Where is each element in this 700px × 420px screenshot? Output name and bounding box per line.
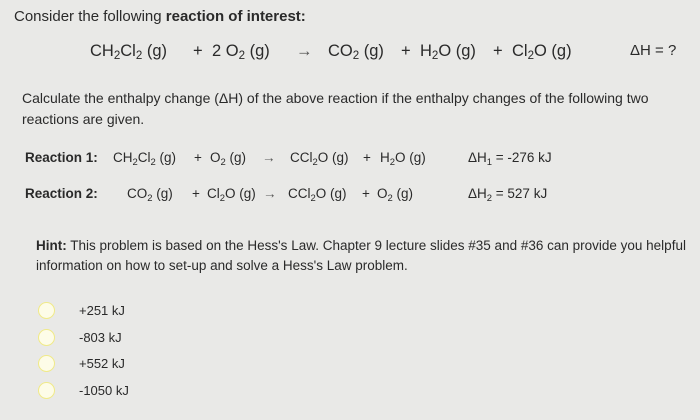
- option-2[interactable]: [38, 329, 122, 346]
- reaction-label: Reaction 2:: [25, 186, 98, 201]
- question-intro: [14, 8, 306, 25]
- plus-sign: +: [192, 186, 200, 201]
- intro-text: Consider the following: [14, 8, 166, 25]
- species: $H_2O$ (g): [380, 150, 426, 168]
- delta-h-1: $\Delta H_1 = -276$ kJ: [468, 150, 552, 168]
- reaction-arrow: →: [296, 42, 313, 60]
- species: $CO_2$ (g): [127, 186, 173, 204]
- reactant-o2: 2 $O_2$ (g): [212, 42, 270, 62]
- reactant-ch2cl2: $CH_2Cl_2$ (g): [90, 42, 168, 62]
- plus-sign: +: [493, 42, 503, 60]
- option-3[interactable]: [38, 355, 125, 372]
- species: CCl$_2$O (g): [288, 186, 347, 204]
- plus-sign: +: [363, 150, 371, 165]
- hint-label: Hint:: [36, 238, 67, 253]
- species: CCl$_2$O (g): [290, 150, 349, 168]
- option-label: +251 kJ: [79, 303, 125, 318]
- option-label: -803 kJ: [79, 330, 122, 345]
- option-4[interactable]: [38, 382, 129, 399]
- reaction-arrow: →: [263, 186, 277, 201]
- instructions: Calculate the enthalpy change (ΔH) of the above reaction if the enthalpy changes of the following two reactions are given.: [22, 90, 649, 127]
- product-cl2o: $Cl_2O$ (g): [512, 42, 572, 62]
- species: $CH_2Cl_2$ (g): [113, 150, 176, 168]
- delta-h-2: $\Delta H_2 = 527$ kJ: [468, 186, 548, 204]
- plus-sign: +: [194, 150, 202, 165]
- radio-button[interactable]: [38, 329, 55, 346]
- species: $O_2$ (g): [377, 186, 414, 204]
- plus-sign: +: [193, 42, 203, 60]
- option-1[interactable]: [38, 302, 125, 319]
- hint-text: This problem is based on the Hess's Law. Chapter 9 lecture slides #35 and #36 can provide you helpful information on how to set-up and solve a Hess's Law problem.: [36, 238, 686, 273]
- radio-button[interactable]: [38, 382, 55, 399]
- delta-h-unknown: ΔH = ?: [630, 42, 677, 59]
- option-label: -1050 kJ: [79, 383, 129, 398]
- radio-button[interactable]: [38, 355, 55, 372]
- reaction-label: Reaction 1:: [25, 150, 98, 165]
- product-co2: $CO_2$ (g): [328, 42, 384, 62]
- species: $O_2$ (g): [210, 150, 247, 168]
- option-label: +552 kJ: [79, 356, 125, 371]
- plus-sign: +: [401, 42, 411, 60]
- species: $Cl_2O$ (g): [207, 186, 256, 204]
- hint: [36, 236, 686, 276]
- plus-sign: +: [362, 186, 370, 201]
- intro-bold: reaction of interest:: [165, 8, 306, 25]
- product-h2o: $H_2O$ (g): [420, 42, 476, 62]
- reaction-arrow: →: [262, 150, 276, 165]
- radio-button[interactable]: [38, 302, 55, 319]
